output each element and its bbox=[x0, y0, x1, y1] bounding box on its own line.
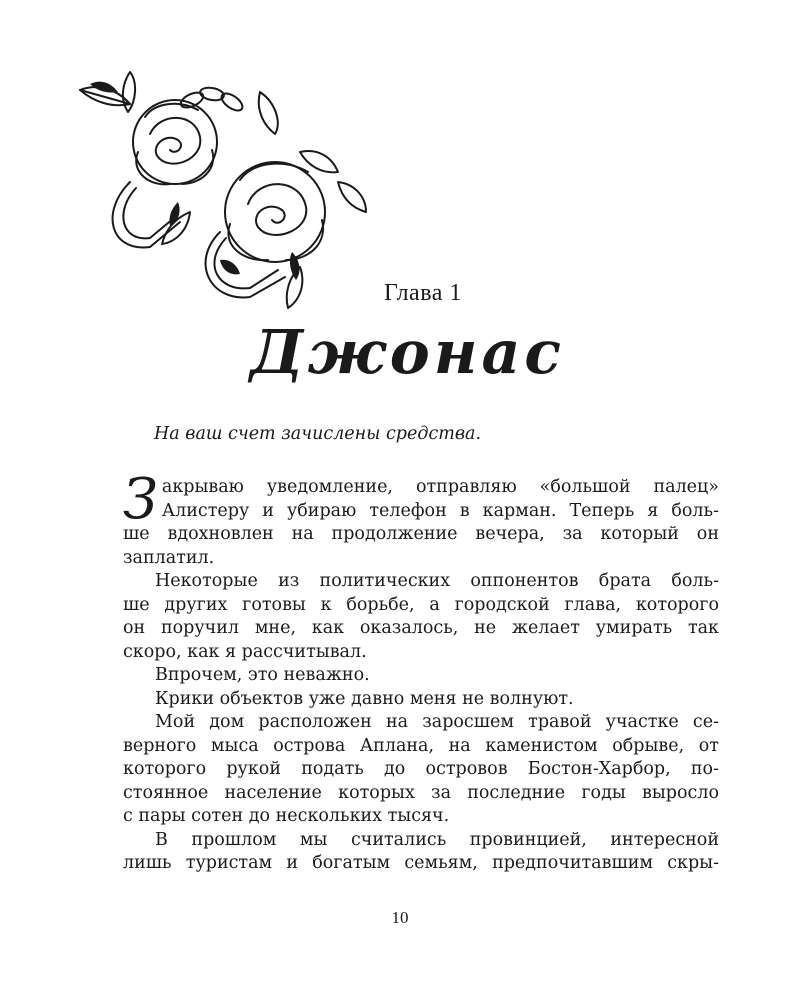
paragraph-6 bbox=[123, 829, 719, 876]
text-line: ше других готовы к борьбе, а городской глава, которого bbox=[123, 594, 719, 615]
text-line: стоянное население которых за последние годы выросло bbox=[123, 782, 719, 803]
text-line: В прошлом мы считались провинцией, интересной bbox=[155, 829, 719, 850]
paragraph-1 bbox=[123, 467, 719, 570]
drop-cap: З bbox=[123, 467, 158, 532]
text-line: с пары сотен до нескольких тысяч. bbox=[123, 806, 450, 826]
text-line: акрываю уведомление, отправляю «большой палец» bbox=[161, 477, 719, 497]
text-line: Впрочем, это неважно. bbox=[155, 665, 370, 685]
epigraph: На ваш счет зачислены средства. bbox=[154, 424, 482, 444]
paragraph-5 bbox=[123, 711, 719, 829]
text-line: верного мыса острова Аплана, на каменистом обрыве, от bbox=[123, 735, 719, 756]
page-number: 10 bbox=[391, 908, 409, 927]
text-line: Некоторые из политических оппонентов брата боль- bbox=[155, 571, 719, 591]
chapter-label: Глава 1 bbox=[384, 280, 462, 306]
text-line: Алистеру и убираю телефон в карман. Теперь я боль- bbox=[161, 500, 719, 521]
text-line: которого рукой подать до островов Бостон-Харбор, по- bbox=[123, 759, 719, 779]
text-line: Мой дом расположен на заросшем травой участке се- bbox=[155, 712, 719, 732]
text-line: Крики объектов уже давно меня не волнуют. bbox=[155, 688, 574, 709]
text-line: заплатил. bbox=[123, 547, 215, 568]
text-line: он поручил мне, как оказалось, не желает умирать так bbox=[123, 618, 719, 638]
text-line: ше вдохновлен на продолжение вечера, за который он bbox=[123, 524, 719, 544]
text-line: скоро, как я рассчитывал. bbox=[123, 641, 367, 662]
paragraph-4 bbox=[123, 688, 719, 712]
roses-handcuffs-icon bbox=[70, 62, 370, 312]
paragraph-2 bbox=[123, 570, 719, 664]
paragraph-3 bbox=[123, 664, 719, 688]
text-line: лишь туристам и богатым семьям, предпочитавшим скры- bbox=[123, 853, 719, 873]
body-text bbox=[123, 467, 719, 876]
chapter-title: Джонас bbox=[250, 318, 565, 388]
